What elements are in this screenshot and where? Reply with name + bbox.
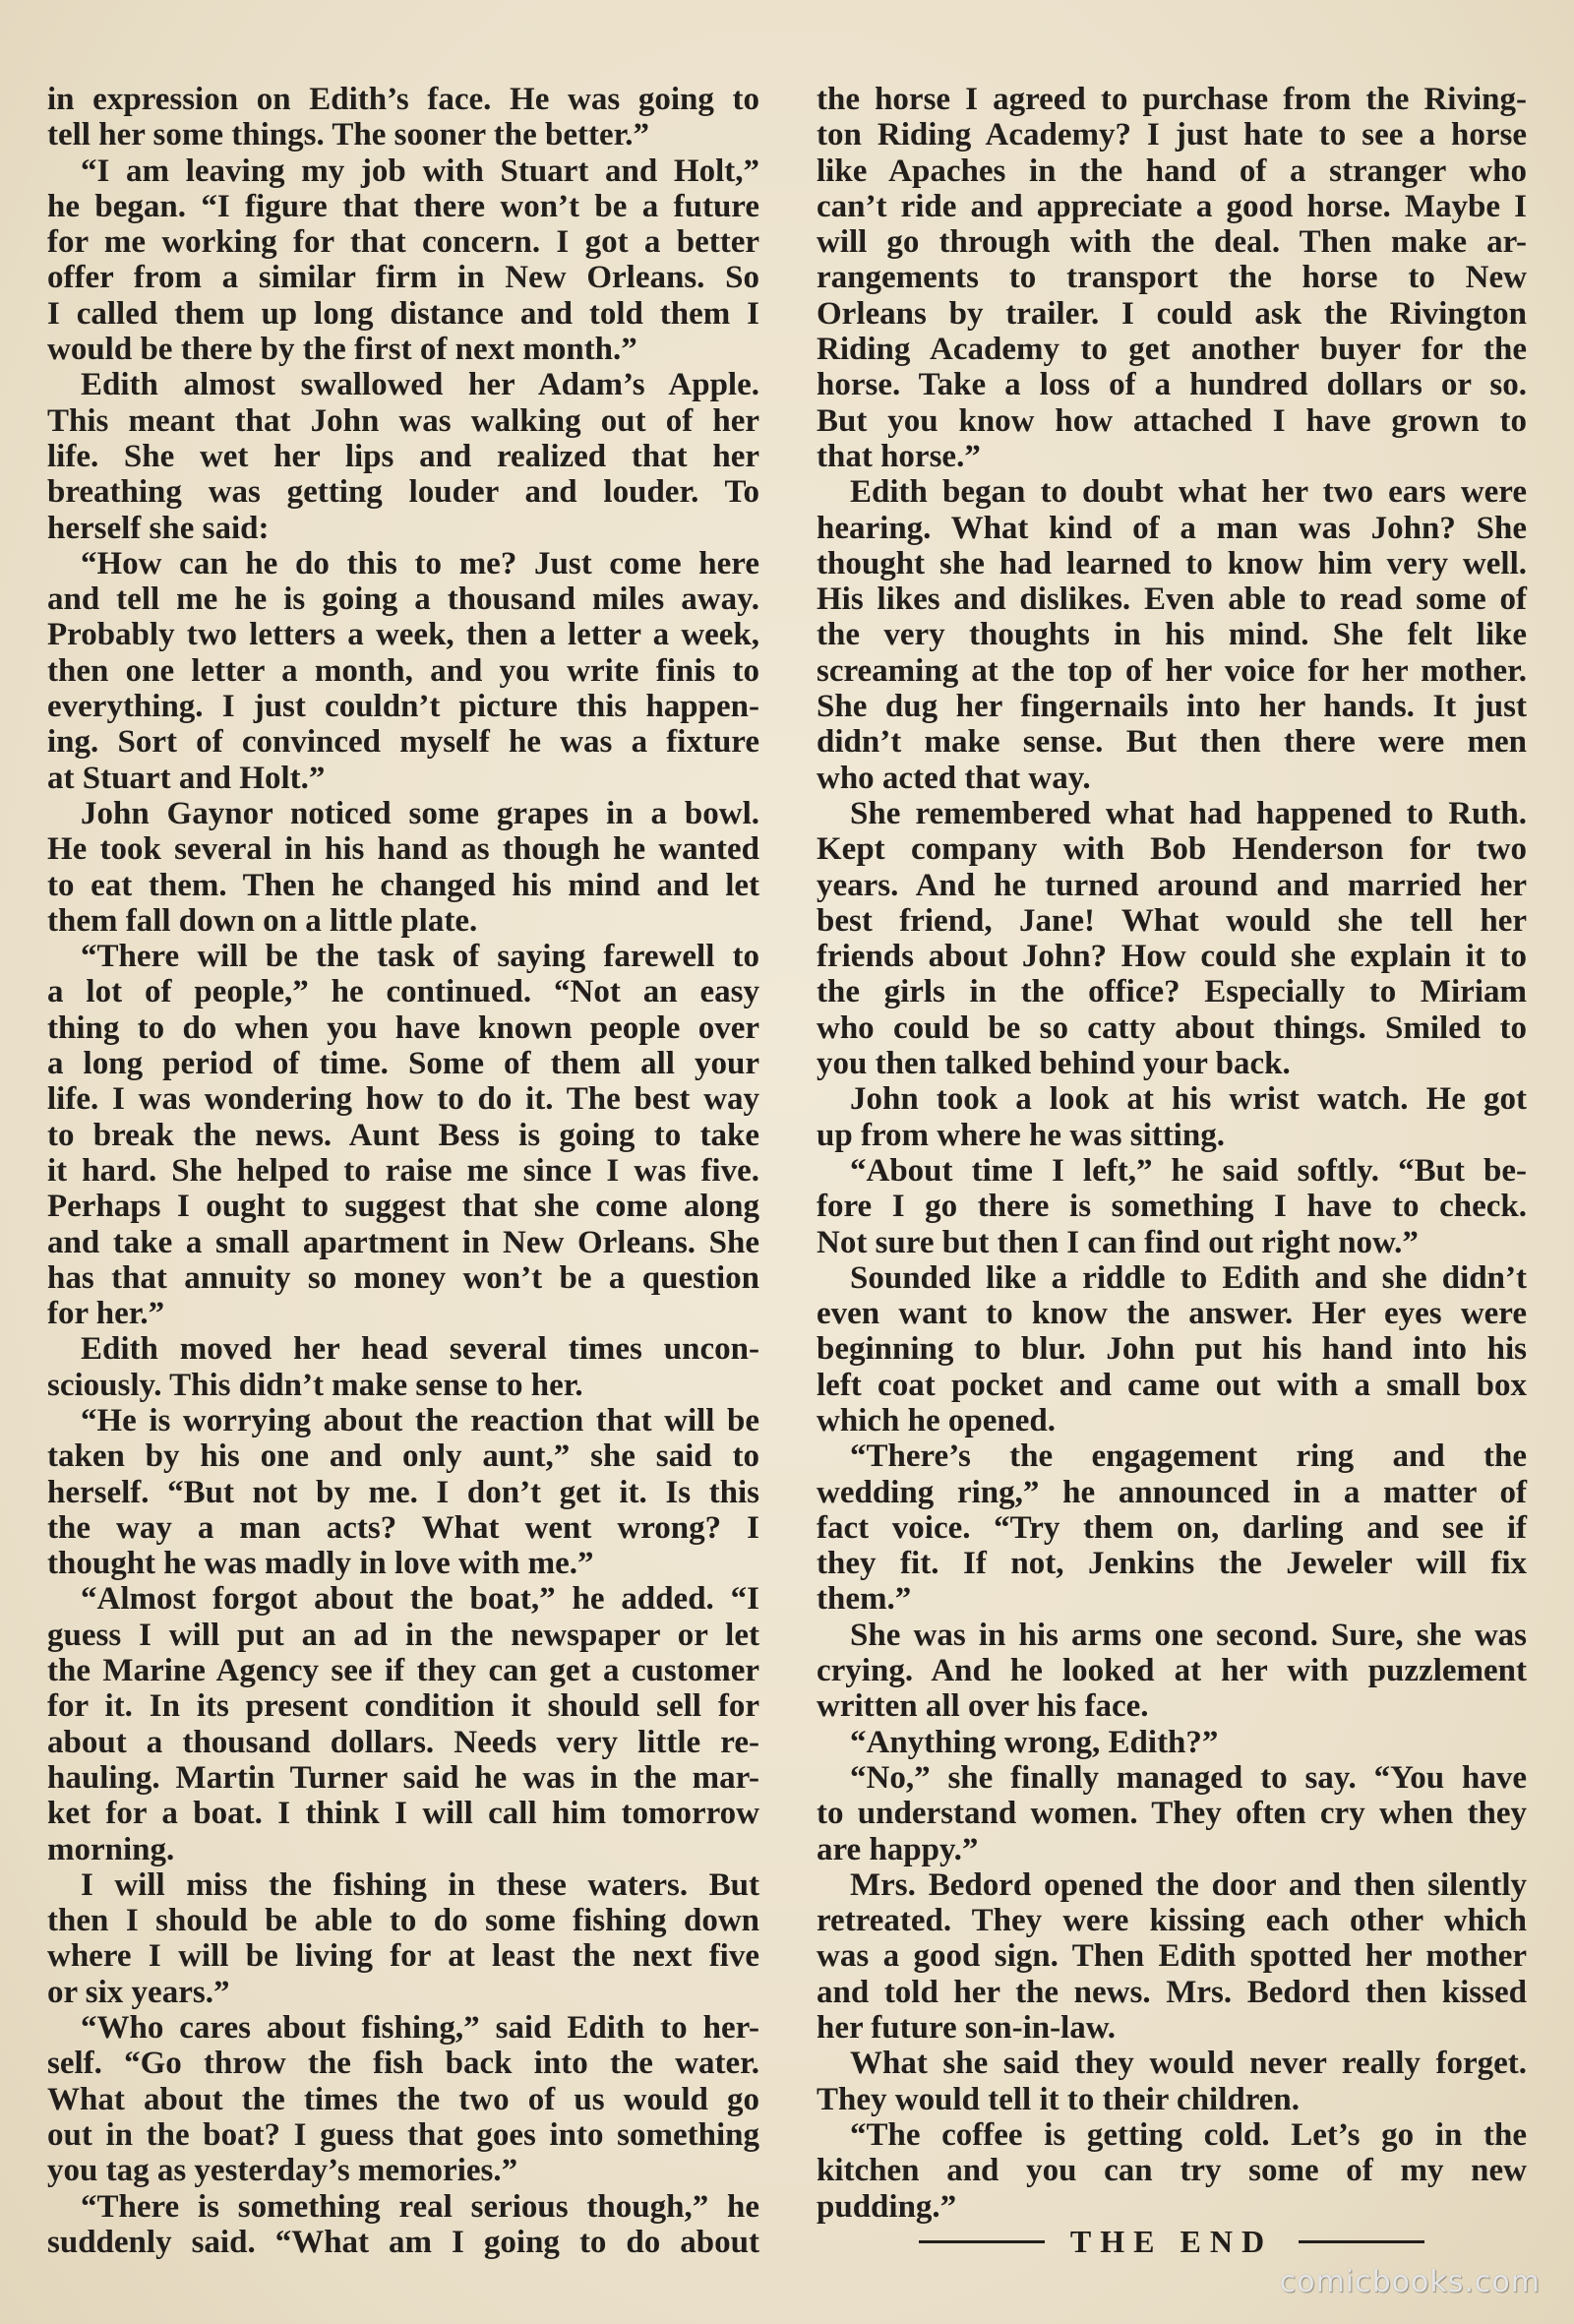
text-line: She remembered what had happened to Ruth.	[850, 795, 1527, 831]
text-line: at Stuart and Holt.”	[47, 760, 326, 796]
text-line: them.”	[817, 1581, 912, 1618]
text-line: Probably two letters a week, then a letter a week,	[47, 617, 759, 653]
text-line: a long period of time. Some of them all your	[47, 1046, 759, 1082]
text-line: has that annuity so money won’t be a question	[47, 1259, 759, 1296]
paragraph	[47, 796, 759, 939]
text-line: Perhaps I ought to suggest that she come along	[47, 1189, 759, 1225]
text-line: “About time I left,” he said softly. “But be-	[850, 1152, 1527, 1189]
text-line: taken by his one and only aunt,” she said to	[47, 1438, 759, 1475]
text-line: crying. And he looked at her with puzzlement	[817, 1653, 1527, 1689]
text-line: fact voice. “Try them on, darling and see if	[817, 1509, 1527, 1546]
text-line: thought he was madly in love with me.”	[47, 1546, 594, 1582]
text-line: can’t ride and appreciate a good horse. Maybe I	[817, 188, 1527, 224]
text-line: ing. Sort of convinced myself he was a fixture	[47, 724, 759, 761]
paragraph	[817, 1153, 1527, 1260]
text-line: Kept company with Bob Henderson for two	[817, 831, 1527, 868]
text-line: Mrs. Bedord opened the door and then silently	[850, 1866, 1527, 1903]
paragraph	[817, 1438, 1527, 1617]
paragraph	[47, 1867, 759, 2010]
text-line: up from where he was sitting.	[817, 1117, 1225, 1153]
paragraph	[47, 82, 759, 153]
text-line: and tell me he is going a thousand miles away.	[47, 581, 759, 618]
text-line: She dug her fingernails into her hands. It just	[817, 689, 1527, 725]
text-line: retreated. They were kissing each other which	[817, 1903, 1527, 1939]
text-line: it hard. She helped to raise me since I was five.	[47, 1152, 759, 1189]
text-line: who acted that way.	[817, 760, 1091, 796]
text-line: didn’t make sense. But then there were men	[817, 724, 1527, 761]
text-line: Not sure but then I can find out right now.”	[817, 1224, 1419, 1260]
text-line: life. She wet her lips and realized that her	[47, 438, 759, 474]
text-line: self. “Go throw the fish back into the water.	[47, 2046, 759, 2082]
text-line: wedding ring,” he announced in a matter of	[817, 1474, 1527, 1510]
text-line: screaming at the top of her voice for her mother.	[817, 652, 1527, 689]
text-line: “Who cares about fishing,” said Edith to her-	[81, 2010, 759, 2047]
text-line: What about the times the two of us would go	[47, 2081, 759, 2117]
text-line: guess I will put an ad in the newspaper or let	[47, 1617, 759, 1653]
paragraph	[47, 2189, 759, 2261]
text-line: This meant that John was walking out of her	[47, 402, 759, 439]
paragraph	[817, 1867, 1527, 2046]
paragraph	[817, 1081, 1527, 1153]
text-line: “The coffee is getting cold. Let’s go in the	[850, 2116, 1527, 2153]
text-line: “There is something real serious though,” he	[81, 2188, 759, 2225]
paragraph	[47, 1331, 759, 1403]
text-line: “Almost forgot about the boat,” he added. “I	[81, 1581, 759, 1618]
text-line: “How can he do this to me? Just come here	[81, 545, 759, 581]
text-column-right	[817, 82, 1527, 2260]
text-line: breathing was getting louder and louder. To	[47, 474, 759, 511]
text-line: I will miss the fishing in these waters. But	[81, 1866, 759, 1903]
text-line: everything. I just couldn’t picture this happen-	[47, 689, 759, 725]
text-line: beginning to blur. John put his hand into his	[817, 1331, 1527, 1368]
text-line: the horse I agreed to purchase from the Riving-	[817, 82, 1527, 117]
paragraph	[817, 1760, 1527, 1867]
text-line: fore I go there is something I have to check.	[817, 1189, 1527, 1225]
text-line: offer from a similar firm in New Orleans. So	[47, 260, 759, 296]
text-line: suddenly said. “What am I going to do about	[47, 2224, 759, 2260]
text-line: will go through with the deal. Then make ar-	[817, 224, 1527, 261]
text-line: She was in his arms one second. Sure, she was	[850, 1617, 1527, 1653]
text-line: who could be so catty about things. Smiled to	[817, 1009, 1527, 1046]
text-line: tell her some things. The sooner the better.”	[47, 117, 649, 153]
text-line: best friend, Jane! What would she tell her	[817, 902, 1527, 939]
text-line: hearing. What kind of a man was John? She	[817, 510, 1527, 546]
paragraph-list	[817, 82, 1527, 2225]
text-line: horse. Take a loss of a hundred dollars or so.	[817, 367, 1527, 403]
text-line: out in the boat? I guess that goes into something	[47, 2116, 759, 2153]
text-line: you tag as yesterday’s memories.”	[47, 2153, 518, 2189]
text-line: even want to know the answer. Her eyes were	[817, 1296, 1527, 1332]
text-line: are happy.”	[817, 1831, 979, 1867]
text-line: and told her the news. Mrs. Bedord then kissed	[817, 1974, 1527, 2010]
text-line: ket for a boat. I think I will call him tomorrow	[47, 1796, 759, 1832]
text-line: “There’s the engagement ring and the	[850, 1438, 1527, 1475]
text-line: them fall down on a little plate.	[47, 902, 478, 939]
text-line: thing to do when you have known people over	[47, 1009, 759, 1046]
text-line: What she said they would never really forget.	[850, 2046, 1527, 2082]
text-line: to eat them. Then he changed his mind and let	[47, 867, 759, 903]
text-line: They would tell it to their children.	[817, 2081, 1301, 2117]
text-line: ton Riding Academy? I just hate to see a horse	[817, 117, 1527, 153]
text-line: herself she said:	[47, 510, 270, 546]
text-line: hauling. Martin Turner said he was in the mar-	[47, 1759, 759, 1796]
text-line: to break the news. Aunt Bess is going to take	[47, 1117, 759, 1153]
text-line: written all over his face.	[817, 1688, 1149, 1725]
end-rule-left	[919, 2240, 1045, 2243]
paragraph	[47, 153, 759, 368]
text-line: He took several in his hand as though he wanted	[47, 831, 759, 868]
text-line: His likes and dislikes. Even able to read some of	[817, 581, 1527, 618]
text-line: “He is worrying about the reaction that will be	[81, 1402, 759, 1438]
text-line: “Anything wrong, Edith?”	[850, 1724, 1219, 1760]
text-line: John Gaynor noticed some grapes in a bowl.	[81, 795, 759, 831]
text-line: to understand women. They often cry when they	[817, 1796, 1527, 1832]
text-line: “There will be the task of saying farewell to	[81, 939, 759, 975]
text-line: sciously. This didn’t make sense to her.	[47, 1367, 583, 1403]
text-line: in expression on Edith’s face. He was going to	[47, 82, 759, 117]
text-line: Edith almost swallowed her Adam’s Apple.	[81, 367, 759, 403]
text-line: for me working for that concern. I got a better	[47, 224, 759, 261]
paragraph	[47, 1581, 759, 1866]
paragraph	[817, 474, 1527, 796]
text-line: Edith began to doubt what her two ears were	[850, 474, 1527, 511]
text-line: you then talked behind your back.	[817, 1046, 1291, 1082]
text-line: “No,” she finally managed to say. “You have	[850, 1759, 1527, 1796]
the-end-text: THE END	[1069, 2224, 1274, 2260]
text-line: the Marine Agency see if they can get a customer	[47, 1653, 759, 1689]
text-line: about a thousand dollars. Needs very little re-	[47, 1724, 759, 1760]
text-line: where I will be living for at least the next five	[47, 1938, 759, 1975]
paragraph	[47, 2010, 759, 2188]
text-line: kitchen and you can try some of my new	[817, 2153, 1527, 2189]
paragraph-list	[47, 82, 759, 2260]
paragraph	[817, 82, 1527, 474]
text-line: left coat pocket and came out with a small box	[817, 1367, 1527, 1403]
paragraph	[817, 2117, 1527, 2225]
text-line: he began. “I figure that there won’t be a future	[47, 188, 759, 224]
paragraph	[817, 2046, 1527, 2117]
text-line: morning.	[47, 1831, 175, 1867]
the-end-marker	[817, 2225, 1527, 2260]
paragraph	[47, 1403, 759, 1581]
text-line: was a good sign. Then Edith spotted her mother	[817, 1938, 1527, 1975]
text-line: Edith moved her head several times uncon-	[81, 1331, 759, 1368]
text-line: like Apaches in the hand of a stranger who	[817, 153, 1527, 189]
watermark: comicbooks.com	[1279, 2265, 1541, 2299]
text-line: then I should be able to do some fishing down	[47, 1903, 759, 1939]
text-line: rangements to transport the horse to New	[817, 260, 1527, 296]
text-line: they fit. If not, Jenkins the Jeweler will fix	[817, 1546, 1527, 1582]
text-line: which he opened.	[817, 1402, 1056, 1438]
text-line: and take a small apartment in New Orleans. She	[47, 1224, 759, 1260]
paragraph	[817, 1260, 1527, 1438]
paragraph	[817, 796, 1527, 1081]
text-line: life. I was wondering how to do it. The best way	[47, 1081, 759, 1118]
text-line: Riding Academy to get another buyer for the	[817, 332, 1527, 368]
text-line: friends about John? How could she explain it to	[817, 939, 1527, 975]
text-line: I called them up long distance and told them I	[47, 295, 759, 332]
end-rule-right	[1299, 2240, 1424, 2243]
paragraph	[817, 1618, 1527, 1725]
paragraph	[47, 367, 759, 545]
text-line: the very thoughts in his mind. She felt like	[817, 617, 1527, 653]
text-line: thought she had learned to know him very well.	[817, 545, 1527, 581]
text-line: her future son-in-law.	[817, 2010, 1117, 2047]
text-column-left	[47, 82, 759, 2260]
text-line: that horse.”	[817, 438, 981, 474]
text-line: then one letter a month, and you write finis to	[47, 652, 759, 689]
text-line: would be there by the first of next month.”	[47, 332, 637, 368]
text-line: Sounded like a riddle to Edith and she didn’t	[850, 1259, 1527, 1296]
text-line: John took a look at his wrist watch. He got	[850, 1081, 1527, 1118]
text-line: for it. In its present condition it should sell for	[47, 1688, 759, 1725]
paragraph	[817, 1725, 1527, 1760]
text-line: pudding.”	[817, 2188, 957, 2225]
text-line: Orleans by trailer. I could ask the Rivington	[817, 295, 1527, 332]
text-line: or six years.”	[47, 1974, 230, 2010]
text-line: the way a man acts? What went wrong? I	[47, 1509, 759, 1546]
text-line: a lot of people,” he continued. “Not an easy	[47, 974, 759, 1010]
text-line: the girls in the office? Especially to Miriam	[817, 974, 1527, 1010]
paragraph	[47, 546, 759, 796]
text-line: “I am leaving my job with Stuart and Holt,”	[81, 153, 759, 189]
paragraph	[47, 939, 759, 1331]
text-line: But you know how attached I have grown to	[817, 402, 1527, 439]
text-line: years. And he turned around and married her	[817, 867, 1527, 903]
text-line: for her.”	[47, 1296, 165, 1332]
text-line: herself. “But not by me. I don’t get it. Is this	[47, 1474, 759, 1510]
